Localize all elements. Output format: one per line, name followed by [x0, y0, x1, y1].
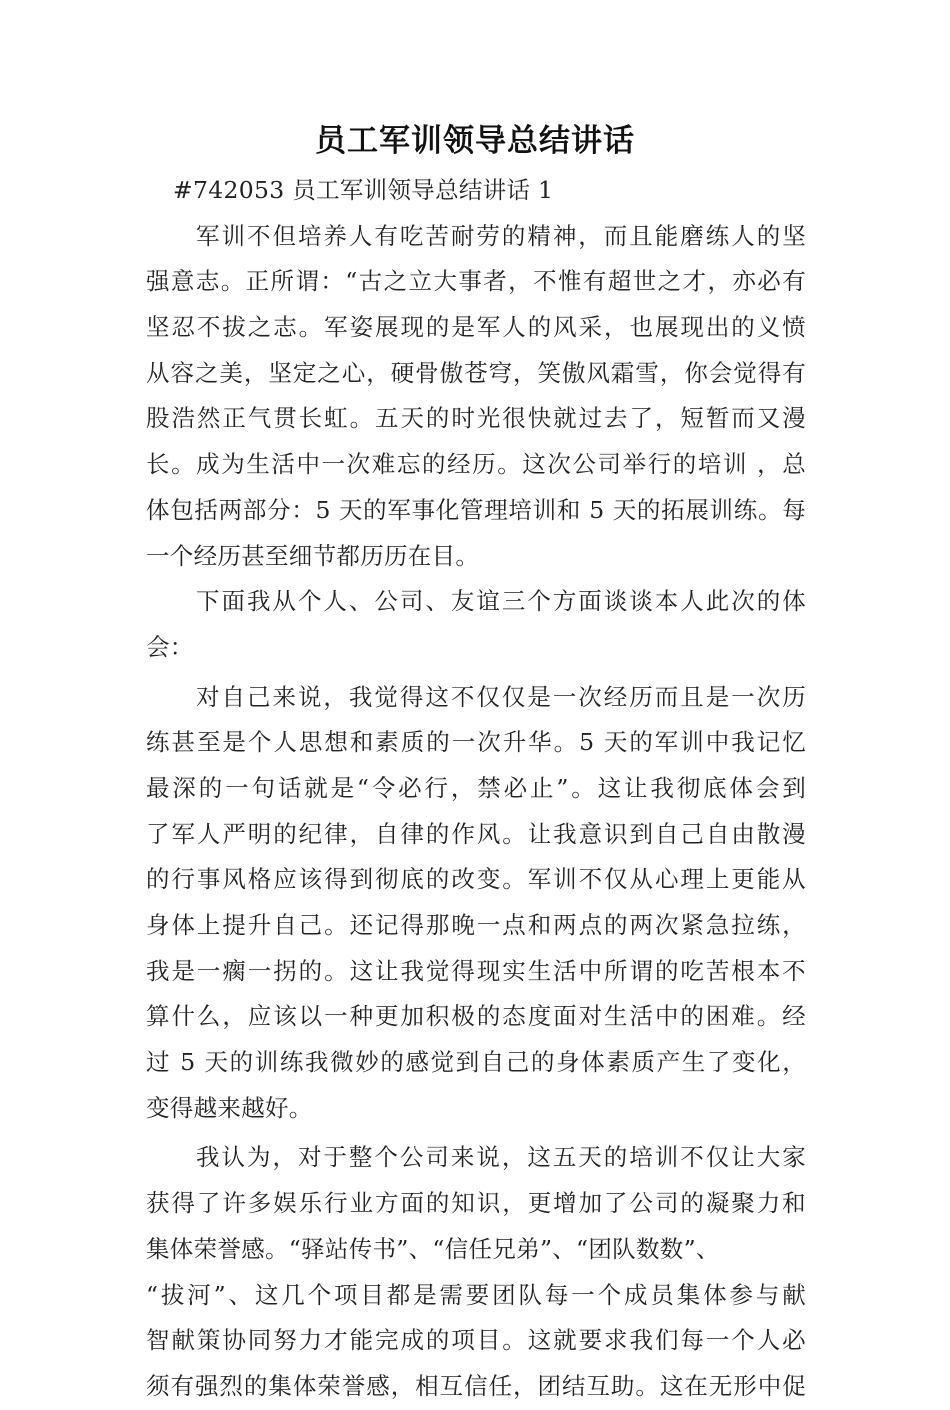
- paragraph-2-line-1: 下面我从个人、公司、友谊三个方面谈谈本人此次的体: [196, 587, 806, 616]
- paragraph-4-line-2: 获得了许多娱乐行业方面的知识，更增加了公司的凝聚力和: [146, 1189, 806, 1218]
- paragraph-1-line-8: 一个经历甚至细节都历历在目。: [146, 541, 480, 570]
- paragraph-3-line-10: 变得越来越好。: [146, 1093, 313, 1122]
- paragraph-4-line-6: 须有强烈的集体荣誉感，相互信任，团结互助。这在无形中促: [146, 1371, 806, 1400]
- paragraph-3-line-3: 最深的一句话就是“令必行，禁必止”。这让我彻底体会到: [146, 773, 806, 802]
- paragraph-3-line-1: 对自己来说，我觉得这不仅仅是一次经历而且是一次历: [196, 682, 806, 711]
- paragraph-3-line-4: 了军人严明的纪律，自律的作风。让我意识到自己自由散漫: [146, 819, 806, 848]
- paragraph-1-line-2: 强意志。正所谓：“古之立大事者，不惟有超世之才，亦必有: [146, 267, 806, 296]
- paragraph-3-line-2: 练甚至是个人思想和素质的一次升华。5 天的军训中我记忆: [146, 728, 806, 757]
- paragraph-4-line-4: “拔河”、这几个项目都是需要团队每一个成员集体参与献: [146, 1280, 806, 1309]
- paragraph-1-line-4: 从容之美，坚定之心，硬骨傲苍穹，笑傲风霜雪，你会觉得有: [146, 358, 806, 387]
- paragraph-3-line-7: 我是一瘸一拐的。这让我觉得现实生活中所谓的吃苦根本不: [146, 956, 806, 985]
- paragraph-1-line-7: 体包括两部分：5 天的军事化管理培训和 5 天的拓展训练。每: [146, 495, 806, 524]
- document-title: 员工军训领导总结讲话: [315, 123, 635, 159]
- paragraph-1-line-3: 坚忍不拔之志。军姿展现的是军人的风采，也展现出的义愤: [146, 313, 806, 342]
- paragraph-3-line-5: 的行事风格应该得到彻底的改变。军训不仅从心理上更能从: [146, 865, 806, 894]
- paragraph-1-line-1: 军训不但培养人有吃苦耐劳的精神，而且能磨练人的坚: [196, 221, 806, 250]
- paragraph-3-line-9: 过 5 天的训练我微妙的感觉到自己的身体素质产生了变化，: [146, 1048, 806, 1077]
- document-subtitle: #742053 员工军训领导总结讲话 1: [173, 176, 554, 204]
- paragraph-4-line-5: 智献策协同努力才能完成的项目。这就要求我们每一个人必: [146, 1326, 806, 1355]
- paragraph-4-line-1: 我认为，对于整个公司来说，这五天的培训不仅让大家: [196, 1143, 806, 1172]
- paragraph-3-line-8: 算什么，应该以一种更加积极的态度面对生活中的困难。经: [146, 1002, 806, 1031]
- paragraph-1-line-6: 长。成为生活中一次难忘的经历。这次公司举行的培训 ，总: [146, 450, 806, 479]
- paragraph-4-line-3: 集体荣誉感。“驿站传书”、“信任兄弟”、“团队数数”、: [146, 1234, 720, 1263]
- paragraph-3-line-6: 身体上提升自己。还记得那晚一点和两点的两次紧急拉练，: [146, 911, 806, 939]
- paragraph-1-line-5: 股浩然正气贯长虹。五天的时光很快就过去了，短暂而又漫: [146, 404, 806, 433]
- paragraph-2-line-2: 会：: [146, 632, 194, 661]
- document-body: [146, 168, 806, 1410]
